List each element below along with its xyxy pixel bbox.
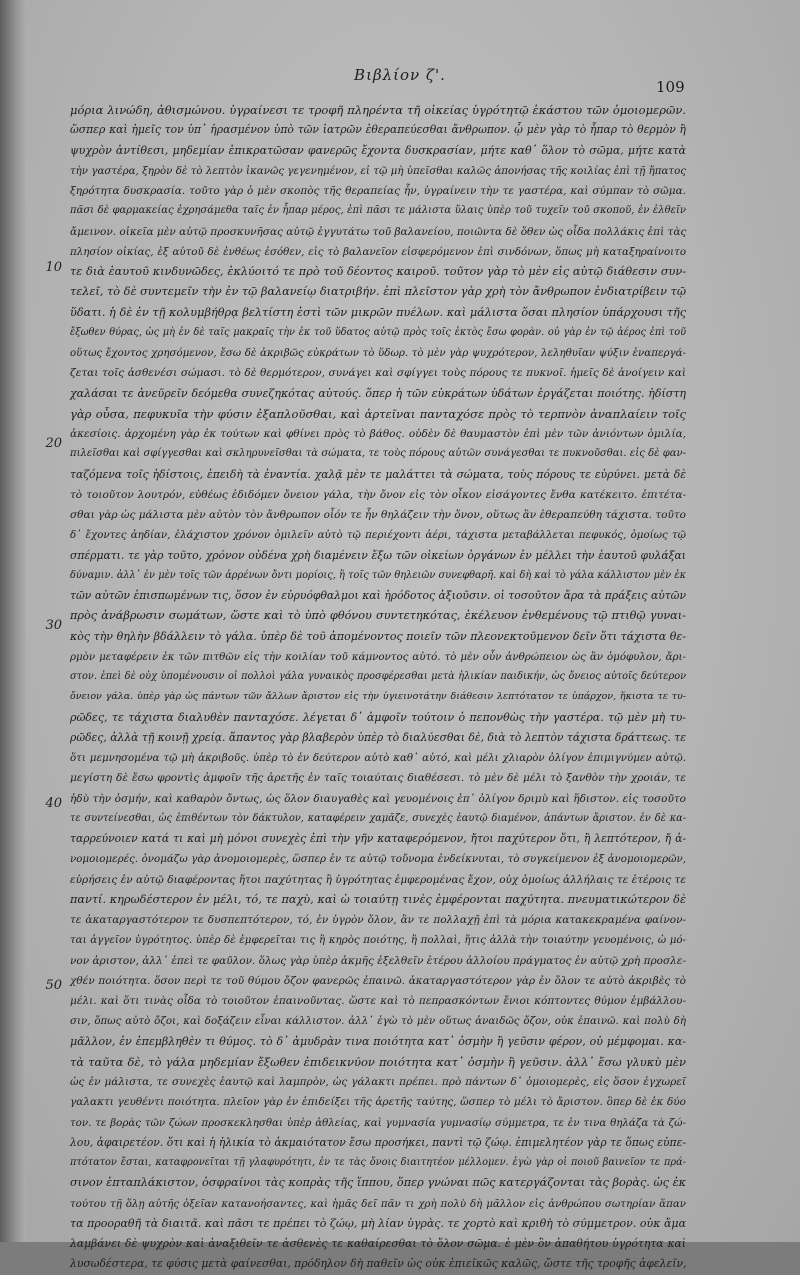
text-line: εὑρήσεις ἐν αὐτῷ διαφέροντας ἤτοι παχύτητας ἢ ὑγρότητας ἐμφερομένας ἔχον, οὐχ ὁμοίως ἀλλήλαις τε ἑτέροις τε [70,873,686,886]
text-line: πᾶσι δὲ φαρμακείας ἐχρησάμεθα ταῖς ἐν ἧπαρ μέρος, ἐπὶ πᾶσι τε μάλιστα ὕλαις ὑπὲρ τοῦ τυχεῖν τοῦ σκοποῦ, ἐν ἐλθεῖν [70,205,686,217]
text-line: τελεῖ, τὸ δὲ συντεμεῖν τὴν ἐν τῷ βαλανείῳ διατριβήν. ἐπὶ πλεῖστον γὰρ χρὴ τὸν ἄνθρωπον ἐνδιατρίβειν τῷ [70,285,686,299]
margin-line-number: 10 [45,260,62,275]
text-line: ὄνειον γάλα. ὑπὲρ γὰρ ὡς πάντων τῶν ἄλλων ἄριστον εἰς τὴν ὑγιεινοτάτην διάθεσιν λεπτότατον τε ὑπάρχον, ἥκιστα τε τυ- [70,691,686,703]
text-line: κὸς τὴν θηλὴν βδάλλειν τὸ γάλα. ὑπὲρ δὲ τοῦ ἀπομένοντος ποιεῖν τῶν πλεονεκτοῦμενον δεῖν ὅτι τάχιστα θε- [70,629,686,643]
text-line: ὥσπερ καὶ ἡμεῖς τον ὑπ᾽ ἡρασμένον ὑπὸ τῶν ἰατρῶν ἐθεραπεύεσθαι ἄνθρωπον. ᾧ μὲν γὰρ τὸ ἧπαρ τὸ θερμὸν ἢ [70,123,686,137]
text-line: τε συντείνεσθαι, ὡς ἐπιθέντων τὸν δάκτυλον, καταφέρειν χαμᾶζε, συνεχὲς ἑαυτῷ διαμένον, ἁπάντων ἄριστον. ἐν δὲ κα- [70,812,686,824]
text-line: μέλι. καὶ ὅτι τινὰς οἶδα τὸ τοιοῦτον ἐπαινοῦντας. ὥστε καὶ τὸ πεπρασκόντων ἔνιοι κόπτοντες θύμον ἐμβάλλου- [70,995,686,1007]
text-line: ζεται τοῖς ἀσθενέσι σώμασι. τὸ δὲ θερμότερον, συνάγει καὶ σφίγγει τοὺς πόρους τε πυκνοῖ. ἡμεῖς δὲ ἀνοίγειν καὶ [70,367,686,380]
text-line: τὰ ταῦτα δὲ, τὸ γάλα μηδεμίαν ἔξωθεν ἐπιδεικνύον ποιότητα κατ᾽ ὀσμὴν ἢ γεῦσιν. ἀλλ᾽ ἔσω γλυκὺ μὲν [70,1054,686,1069]
text-line: τῶν αὐτῶν ἐπισπωμένων τις, ὅσον ἐν εὐρυόφθαλμοι καὶ ἡρόδοτος ἀξιοῦσιν. οἱ τοσοῦτον ἄρα τὰ πράξεις αὐτῶν [70,589,686,602]
text-line: δ᾽ ἔχοντες ἀηδίαν, ἐλάχιστον χρόνον ὁμιλεῖν αὐτὸ τῷ περιέχοντι ἀέρι, τάχιστα μεταβάλλεται πεφυκός, ὁμοίως τῷ [70,529,686,542]
text-line: ἀκεσίοις. ἀρχομένη γὰρ ἐκ τούτων καὶ φθίνει πρὸς τὸ βάθος. οὐδὲν δὲ θαυμαστὸν ἐπὶ μὲν τῶν ἀνιόντων ὁμιλία, [70,428,686,440]
text-line: πρὸς ἀνάβρωσιν σωμάτων, ὥστε καὶ τὸ ὑπὸ φθόνου συντετηκότας, ἐκέλευον ἐνθεμένους τῷ πτιθῷ γυναι- [70,609,686,623]
text-line: λαμβάνει δὲ ψυχρὸν καὶ ἀναξιθεῖν τε ἀσθενὲς τε καθαίρεσθαι τὸ ὅλον σῶμα. ἐ μὲν ὂν ἀπαθήτου ὑγρότητα καὶ [70,1237,686,1250]
text-line: ται ἀγγεῖον ὑγρότητος. ὑπὲρ δὲ ἐμφερεῖται τις ἢ κηρὸς ποιότης, ἢ πολλαὶ, ἥτις ἀλλὰ τὴν τοιαύτην γευομένοις, ὡ μό- [70,934,686,947]
text-line: πλησίον οἰκίας, ἐξ αὐτοῦ δὲ ἐνθέως ἐσόθεν, εἰς τὸ βαλανεῖον εἰσφερόμενον ἐπὶ σινδόνων, ὅπως μὴ καταξηραίνοιτο [70,245,686,258]
text-line: παντί. κηρωδέστερον ἐν μέλι, τό, τε παχὺ, καὶ ὡ τοιαύτῃ τινὲς ἐμφέρονται παχύτητα. πνευματικώτερον δὲ [70,892,686,906]
margin-line-number: 40 [45,796,62,811]
text-line: ὅτι μεμνησομένα τῷ μὴ ἀκριβοῦς. ὑπὲρ τὸ ἐν δεύτερον αὐτὸ καθ᾽ αὐτό, καὶ μέλι χλιαρὸν ὀλίγον ἐπιμιγνύμεν αὐτῷ. [70,752,686,764]
text-line: ρμὸν μεταφέρειν ἐκ τῶν πιτθῶν εἰς τὴν κοιλίαν τοῦ κάμνοντος αὐτό. τὸ μὲν οὖν ἀνθρώπειον ὡς ἂν ὁμόφυλον, ἄρι- [70,650,686,663]
text-line: μᾶλλον, ἐν ἐπεμβληθὲν τι θύμος. τὸ δ᾽ ἀμυδρὰν τινα ποιότητα κατ᾽ ὀσμὴν ἢ γεῦσιν φέρον, οὐ μέμφομαι. κα- [70,1034,686,1048]
text-line: πτότατον ἔσται, καταφρονεῖται τῇ γλαφυρότητι, ἐν τε τὰς ὄνοις διαιτητέον μέλλομεν. ἐγὼ γὰρ οἱ ποιοῦ βαινεῖον τε πρά- [70,1157,686,1168]
text-line: χαλάσαι τε ἀνεῦρεῖν δεόμεθα συνεζηκότας αὐτούς. ὅπερ ἡ τῶν εὐκράτων ὑδάτων ἐργάζεται ποιότης. ἡδίστη [70,386,686,400]
text-line: γὰρ οὖσα, πεφυκυῖα τὴν φύσιν ἐξαπλοῦσθαι, καὶ ἀρτεῖναι πανταχόσε πρὸς τὸ τερπνὸν ἀναπλαίειν τοῖς [70,406,686,421]
text-line: χθέν ποιότητα. ὅσον περὶ τε τοῦ θύμου ὄζον φανερῶς ἐπαινῶ. ἀκαταργαστότερον γὰρ ἐν ὅλον τε αὐτὸ ἀκριβὲς τὸ [70,974,686,987]
text-line: σινον ἐπταπλάκιστον, ὀσφραίνοι τὰς κοπρὰς τῆς ἵππου, ὅπερ γνώναι πῶς κατεργάζονται τὰς βορὰς. ὡς ἐκ [70,1176,686,1190]
text-line: λυσωδέστερα, τε φύσις μετὰ φαίνεσθαι, πρόδηλον δὴ παθεῖν ὡς οὐκ ἐπιεῖκῶς καλῶς, ὥστε τῆς τροφῆς ἀφελεῖν, [70,1257,687,1271]
text-line: νον ἀριστον, ἀλλ᾽ ἐπεὶ τε φαῦλον. ὅλως γὰρ ὑπὲρ ἀκμῆς ἐξελθεῖν ἑτέρου ἀλλοίου πράγματος ἐν αὐτῷ χρὴ προσλε- [70,954,686,967]
text-line: ταζόμενα τοῖς ἡδίστοις, ἐπειδὴ τὰ ἐναντία. χαλᾷ μὲν τε μαλάττει τὰ σώματα, τοὺς πόρους τε εὐρύνει. μετὰ δὲ [70,467,686,481]
text-line: ξηρότητα δυσκρασία. τοῦτο γὰρ ὁ μὲν σκοπὸς τῆς θεραπείας ἦν, ὑγραίνειν τὴν τε γαστέρα, καὶ σύμπαν τὸ σῶμα. [70,185,686,197]
page-number: 109 [656,78,685,96]
text-line: ρῶδες, ἀλλὰ τῇ κοινῇ χρείᾳ. ἅπαντος γὰρ βλαβερὸν ὑπὲρ τὸ διαλύεσθαι δὲ, διὰ τὸ λεπτὸν τάχιστα δράττεως. τε [70,730,686,744]
text-line: ὡς ἐν μάλιστα, τε συνεχὲς ἑαυτῷ καὶ λαμπρὸν, ὡς γάλακτι πρέπει. πρὸ πάντων δ᾽ ὁμοιομερὲς, εἰς ὅσον ἐγχωρεῖ [70,1076,686,1088]
text-line: ἄμεινον. οἰκεῖα μὲν αὐτῷ προσκυνῆσας αὐτῷ ἐγγυτάτω τοῦ βαλανείου, ποιῶντα δὲ ὅθεν ὡς οἶδα πολλάκις ἐπὶ τὰς [70,225,687,238]
text-line: πιλεῖσθαι καὶ σφίγγεσθαι καὶ σκληρυνεῖσθαι τὰ σώματα, τε τοὺς πόρους αὐτῶν συνάγεσθαι τε πυκνοῦσθαι. εἰς δὲ φαν- [70,448,686,460]
greek-text-block [70,100,686,1275]
text-line: ταρρεύνοιεν κατά τι καὶ μὴ μόνοι συνεχὲς ἐπὶ τὴν γῆν καταφερόμενον, ἤτοι παχύτερον ὅτι, ἢ λεπτότερον, ἤ ἀ- [70,832,686,845]
text-line: τε διὰ ἑαυτοῦ κινδυνῶδες, ἐκλύοιτό τε πρὸ τοῦ δέοντος καιροῦ. τοῦτον γὰρ τὸ μὲν εἰς αὐτῷ διάθεσιν συν- [70,265,686,278]
text-line: μόρια λινώδη, ἀθισμώνου. ὑγραίνεσι τε τροφῆ πληρέντα τῆ οἰκείας ὑγρότητῷ ἑκάστου τῶν ὁμοιομερῶν. [70,103,686,117]
text-line: μεγίστη δὲ ἔσω φροντὶς ἀμφοῖν τῆς ἀρετῆς ἐν ταῖς τοιαύταις διαθέσεσι. τὸ μὲν δὲ μέλι τὸ ξανθὸν τὴν χροιάν, τε [70,772,686,785]
text-line: γαλακτι γευθέντι ποιότητα. πλεῖον γὰρ ἐν ἐπιδείξει τῆς ἀρετῆς ταύτης, ὥσπερ τὸ μέλι τὸ ἄριστον. ὃπερ δὲ ἐκ δύο [70,1096,686,1109]
margin-line-number: 50 [45,978,62,993]
text-line: ἔξωθεν θύρας, ὡς μὴ ἐν δὲ ταῖς μακραῖς τὴν ἐκ τοῦ ὕδατος αὐτῷ πρὸς τοῖς ἐκτὸς ἔσω φορὰν. οὐ γὰρ ἐν τῷ ἀέρος ἐπὶ τοῦ [70,326,686,338]
text-line: λου, ἀφαιρετέον. ὅτι καὶ ἡ ἡλικία τὸ ἀκμαιότατον ἔσω προσήκει, παντὶ τῷ ζώῳ. ἐπιμελητέον γὰρ τε ὅπως εὐπε- [70,1135,686,1149]
text-line: οὕτως ἔχοντος χρησόμενον, ἔσω δὲ ἀκριβῶς εὐκράτων τὸ ὕδωρ. τὸ μὲν γὰρ ψυχρότερον, λεληθυῖαν ψύξιν ἐναπεργά- [70,347,686,359]
binding-shadow [0,0,26,1242]
text-line: ἡδὺ τὴν ὀσμήν, καὶ καθαρὸν ὄντως, ὡς ὅλον διαυγαθὲς καὶ γευομένοις ἐπ᾽ ὀλίγον δριμὺ καὶ ἥδιστον. εἰς τοσοῦτο [70,792,686,805]
text-line: ὕδατι. ἡ δὲ ἐν τῇ κολυμβήθρᾳ βελτίστη ἐστὶ τῶν μικρῶν πυέλων. καὶ μάλιστα ὅσαι πλησίον ὑπάρχουσι τῆς [70,305,686,319]
text-line: τον. τε βορὰς τῶν ζώων προσκεκλησθαι ὑπὲρ ἀθλείας, καὶ γυμνασία γυμνασίῳ σύμμετρα, τε ἐν τινα θηλάζα τὰ ζώ- [70,1116,686,1129]
margin-line-number: 30 [45,618,62,633]
text-line: ψυχρὸν ἀντίθεσι, μηδεμίαν ἐπικρατῶσαν φανερῶς ἔχοντα δυσκρασίαν, μήτε καθ᾽ ὅλον τὸ σῶμα, μήτε κατὰ [70,143,686,157]
text-line: σθαι γὰρ ὡς μάλιστα μὲν αὐτὸν τὸν ἄνθρωπον οἷόν τε ἦν θηλάζειν τὴν ὄνον, οὕτως ἂν ἐθεραπεύθη τάχιστα. τοῦτο [70,509,686,521]
text-line: τα προοραθῆ τὰ διαιτᾶ. καὶ πᾶσι τε πρέπει τὸ ζώῳ, μὴ λίαν ὑγρὰς. τε χορτὸ καὶ κριθὴ τὸ σύμμετρον. οὐκ ἄμα [70,1216,686,1230]
text-line: στον. ἐπεὶ δὲ οὐχ ὑπομένουσιν οἱ πολλοὶ γάλα γυναικὸς προσφέρεσθαι μετὰ ἡλικίαν παιδικήν, ὡς ὄνειος αὐτοῖς δεύτερον [70,671,686,682]
text-line: σιν, ὅπως αὐτὸ ὄζοι, καὶ δοξάζειν εἶναι κάλλιστον. ἀλλ᾽ ἐγὼ τὸ μὲν οὕτως ἀναιδῶς ὄζον, οὐκ ἐπαινῶ. καὶ πολὺ δὴ [70,1015,686,1028]
text-line: ρῶδες, τε τάχιστα διαλυθὲν πανταχόσε. λέγεται δ᾽ ἀμφοῖν τούτοιν ὁ πεπονθὼς τὴν γαστέρα. τῷ μὲν μὴ τυ- [70,710,686,724]
text-line: δύναμιν. ἀλλ᾽ ἐν μὲν τοῖς τῶν ἀρρένων ὄντι μορίοις, ἢ τοῖς τῶν θηλειῶν συνεφθαρῆ. καὶ δὴ καὶ τὸ γάλα κάλλιστον μὲν ἐκ [70,569,686,581]
margin-line-number: 20 [45,436,62,451]
text-line: τὸ τοιοῦτον λουτρόν, εὐθέως ἐδιδόμεν ὄνειον γάλα, τὴν ὄνον εἰς τὸν οἶκον εἰσάγοντες ἔνθα κατέκειτο. ἐπιτέτα- [70,488,686,501]
running-head: Βιβλίον ζ'. [354,66,446,84]
text-line: τούτου τῇ ὅλῃ αὐτῆς ὀξεῖαν κατανοήσαντες, καὶ ἡμᾶς δεῖ πᾶν τι χρὴ πολὺ δὴ μᾶλλον εἰς ἀνθρώπου σωτηρίαν ἅπαν [70,1197,686,1210]
text-line: τὴν γαστέρα, ξηρὸν δὲ τὸ λεπτὸν ἱκανῶς γεγενημένον, εἰ τῷ μὴ ὑπεῖσθαι καλῶς ἀπονήσας τῆς κοιλίας ἐπὶ τῇ ἥπατος [70,164,686,177]
text-line: νομοιομερές. ὀνομάζω γὰρ ἀνομοιομερὲς, ὥσπερ ἐν τε αὐτῷ τοὔνομα ἐνδείκνυται, τὸ συγκείμενον ἐξ ἀνομοιομερῶν, [70,853,686,866]
text-line: σπέρματι. τε γὰρ τοῦτο, χρόνον οὐδένα χρὴ διαμένειν ἔξω τῶν οἰκείων ὀργάνων ἐν μέλλει τὴν ἑαυτοῦ φυλάξαι [70,548,686,562]
text-line: τε ἀκαταργαστότερον τε δυσπεπτότερον, τό, ἐν ὑγρὸν ὅλον, ἂν τε πολλαχῇ ἐπὶ τὰ μόρια κατακεκραμένα φαίνον- [70,914,686,926]
